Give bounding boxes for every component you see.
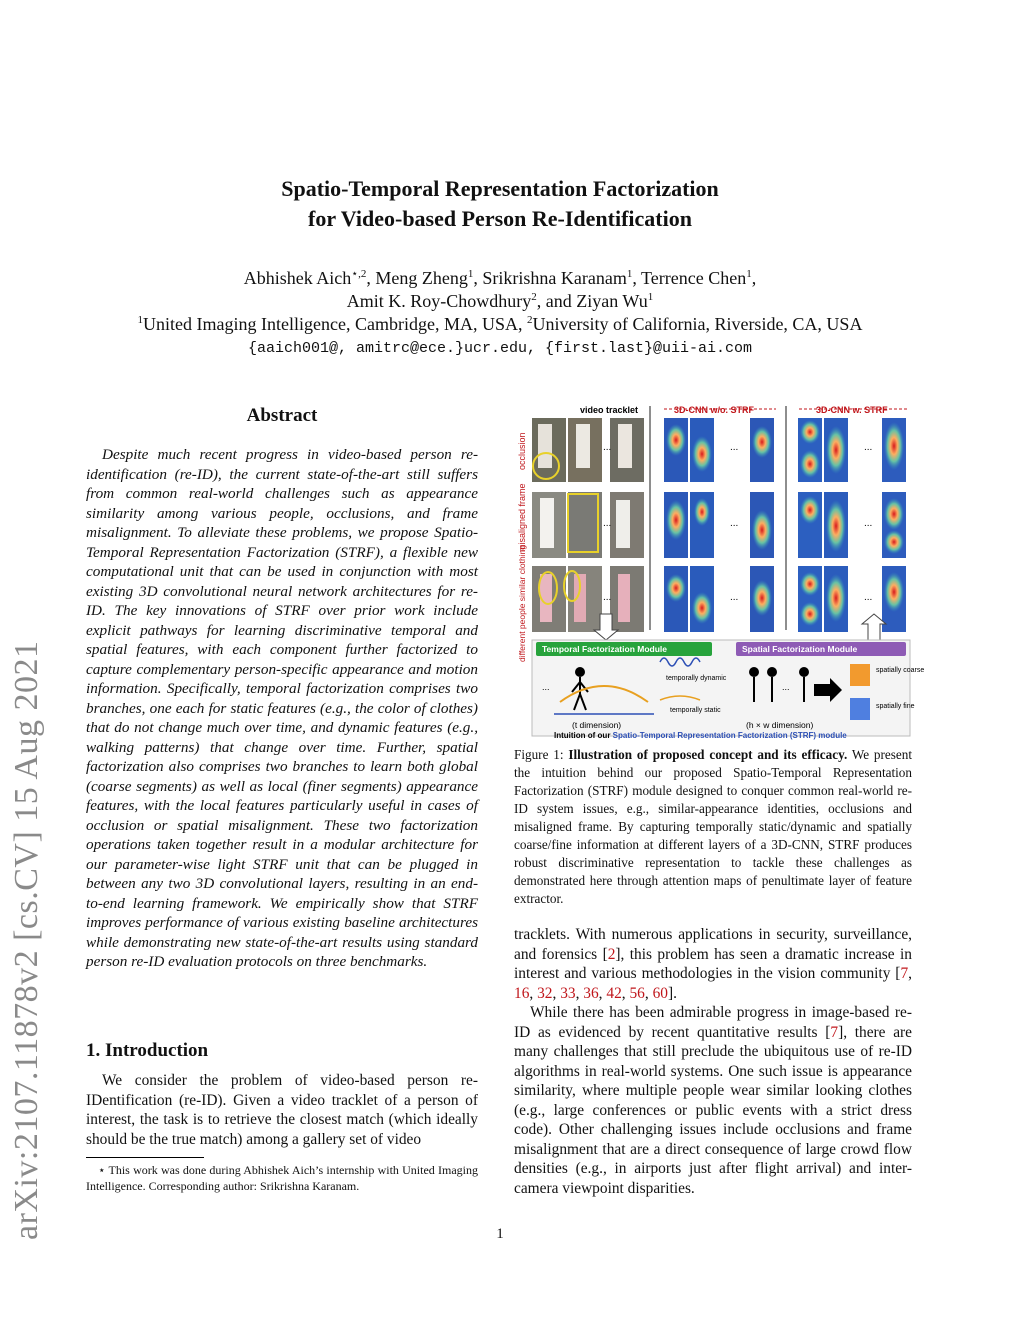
svg-text:...: ... <box>782 682 790 692</box>
row-label-misaligned <box>517 483 527 552</box>
right-column-body <box>514 925 912 1198</box>
svg-text:...: ... <box>603 592 612 603</box>
tracklet-row-2 <box>532 492 644 558</box>
svg-text:...: ... <box>603 518 612 529</box>
svg-text:different people similar cloth: different people similar clothing <box>517 544 527 662</box>
title-line-1: Spatio-Temporal Representation Factorization <box>281 176 719 201</box>
svg-text:misaligned frame: misaligned frame <box>517 483 527 552</box>
tracklet-row-1 <box>532 418 644 482</box>
svg-text:...: ... <box>864 518 873 529</box>
attention-maps-without-strf <box>664 418 774 632</box>
svg-text:...: ... <box>542 682 550 692</box>
caption-label: Figure 1: <box>514 747 569 762</box>
author-block <box>0 267 1000 336</box>
figure-1 <box>514 402 925 740</box>
affiliation-line: $^1$United Imaging Intelligence, Cambridge, MA, USA, $^2$University of California, Riverside, CA, USA <box>137 314 863 334</box>
citation-link[interactable]: 32 <box>537 984 553 1002</box>
caption-text: We present the intuition behind our proposed Spatio-Temporal Representation Factorization (STRF) module designed to conquer common real-world re-ID system issues, e.g., similar-appearance identities, occlusions and misaligned frame. By capturing temporally static/dynamic and spatially coarse/fine information at different layers of a 3D-CNN, STRF produces robust discriminative representation to tackle these challenges as demonstrated here through attention maps of penultimate layer of feature extractor. <box>514 747 912 906</box>
citation-link[interactable]: 60 <box>652 984 668 1002</box>
svg-text:Temporal Factorization Module: Temporal Factorization Module <box>542 644 667 654</box>
abstract-text: Despite much recent progress in video-based person re-identification (re-ID), the current state-of-the-art still suffers from common real-world challenges such as appearance similarity among various people, occlusions, and frame misalignment. To alleviate these problems, we propose Spatio-Temporal Representation Factorization (STRF), a flexible new computational unit that can be used in conjunction with most existing 3D convolutional neural network architectures for re-ID. The key innovations of STRF over prior work include explicit pathways for learning discriminative temporal and spatial features, with each component further factorized to capture complementary person-specific appearance and motion information. Specifically, temporal factorization comprises two branches, one each for static features (e.g., the color of clothes) that do not change much over time, and dynamic features (e.g., walking patterns) that change over time. Further, spatial factorization also comprises two branches to learn both global (coarse segments) as well as local (finer segments) appearance features, with the local features particularly useful in cases of occlusion or spatial misalignment. These two factorization operations taken together result in a modular architecture for our parameter-wise light STRF unit that can be plugged in between any two 3D convolutional layers, resulting in an end-to-end learning framework. We empirically show that STRF improves performance of various existing baseline architectures while demonstrating new state-of-the-art results using standard person re-ID evaluation protocols on three benchmarks. <box>86 446 478 970</box>
citation-link[interactable]: 42 <box>606 984 622 1002</box>
attention-maps-with-strf <box>798 418 906 632</box>
svg-text:...: ... <box>730 442 739 453</box>
title-line-2: for Video-based Person Re-Identification <box>308 206 692 231</box>
author-line-1: Abhishek Aich$^{⋆,2}$, Meng Zheng$^1$, Srikrishna Karanam$^1$, Terrence Chen$^1$, <box>243 268 757 288</box>
footnote-rule <box>86 1157 204 1158</box>
author-line-2: Amit K. Roy-Chowdhury$^2$, and Ziyan Wu$^1$ <box>346 291 654 311</box>
citation-link[interactable]: 56 <box>629 984 645 1002</box>
figure-1-caption <box>514 746 912 908</box>
label-without-strf: 3D-CNN w/o. STRF <box>674 405 754 415</box>
svg-text:...: ... <box>603 442 612 453</box>
label-video-tracklet: video tracklet <box>580 405 639 415</box>
abstract-heading: Abstract <box>246 405 318 426</box>
citation-link[interactable]: 7 <box>830 1023 839 1041</box>
paragraph-challenges: While there has been admirable progress in image-based re-ID as evidenced by recent quantitative results [7], there are many challenges that still preclude the ubiquitous use of re-ID algorithms in real-world systems. One such issue is appearance similarity, where multiple people wear similar looking clothes (e.g., large conferences or public events with a strict dress code). Other challenging issues include occlusions and frame misalignment that are a direct consequence of large crowd flow densities (e.g., in airports just after flight arrival) and inter-camera viewpoint disparities. <box>514 1004 912 1197</box>
svg-text:occlusion: occlusion <box>517 432 527 470</box>
svg-text:...: ... <box>864 442 873 453</box>
citation-link[interactable]: 36 <box>583 984 599 1002</box>
arxiv-identifier: arXiv:2107.11878v2 [cs.CV] 15 Aug 2021 <box>8 640 45 1240</box>
page-number: 1 <box>496 1226 504 1242</box>
footnote: ⋆ This work was done during Abhishek Aich’s internship with United Imaging Intelligence. Corresponding author: Srikrishna Karanam. <box>86 1163 478 1193</box>
svg-text:temporally dynamic: temporally dynamic <box>666 675 727 682</box>
svg-text:spatially fine: spatially fine <box>876 703 915 710</box>
figure-1-graphic <box>514 402 925 740</box>
introduction-heading: 1. Introduction <box>86 1040 209 1061</box>
citation-link[interactable]: 2 <box>607 945 616 963</box>
svg-text:(t dimension): (t dimension) <box>572 720 622 730</box>
caption-bold: Illustration of proposed concept and its efficacy. <box>568 747 848 762</box>
svg-text:...: ... <box>864 592 873 603</box>
introduction-text: We consider the problem of video-based person re-IDentification (re-ID). Given a video tracklet of a person of interest, the task is to retrieve the closest match (which ideally should be the true match) among a gallery set of video <box>86 1072 478 1148</box>
label-with-strf: 3D-CNN w. STRF <box>816 405 888 415</box>
row-label-occlusion <box>517 432 527 470</box>
citation-link[interactable]: 7 <box>900 965 909 982</box>
svg-text:spatially coarse: spatially coarse <box>876 667 925 674</box>
svg-text:...: ... <box>730 592 739 603</box>
tracklet-row-3 <box>532 566 644 632</box>
svg-text:temporally static: temporally static <box>670 707 721 714</box>
author-emails: {aaich001@, amitrc@ece.}ucr.edu, {first.last}@uii-ai.com <box>247 340 753 357</box>
svg-text:Spatial Factorization Module: Spatial Factorization Module <box>742 644 858 654</box>
svg-text:(h × w dimension): (h × w dimension) <box>746 720 814 730</box>
paper-title <box>0 174 1000 234</box>
figure-bottom-label: Intuition of our Spatio-Temporal Representation Factorization (STRF) module <box>554 731 847 740</box>
svg-text:...: ... <box>730 518 739 529</box>
citation-link[interactable]: 33 <box>560 984 576 1002</box>
paragraph-tracklets: tracklets. With numerous applications in security, surveillance, and forensics [2], this problem has seen a dramatic increase in interest and various methodologies in the vision community [7, 16, 32, 33, 36, 42, 56, 60]. <box>514 926 912 1002</box>
citation-link[interactable]: 16 <box>514 984 530 1002</box>
row-label-similar-clothing <box>517 545 527 662</box>
